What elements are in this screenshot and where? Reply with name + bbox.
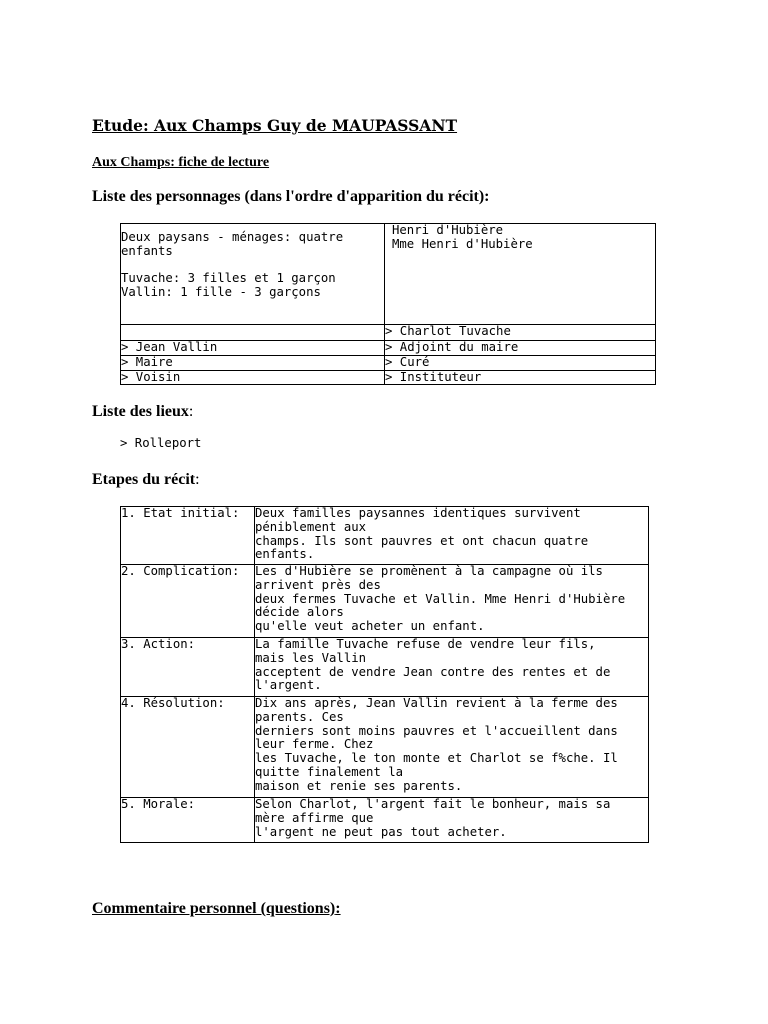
places-heading-text: Liste des lieux — [92, 403, 189, 420]
character-cell — [121, 325, 385, 341]
step-label: 2. Complication: — [121, 565, 255, 638]
comment-heading-text: Commentaire personnel (questions) — [92, 900, 336, 917]
step-label: 1. Etat initial: — [121, 507, 255, 565]
step-text: Deux familles paysannes identiques survivent péniblement aux champs. Ils sont pauvres et ont chacun quatre enfants. — [255, 507, 649, 565]
characters-table — [120, 223, 656, 385]
table-row — [121, 224, 656, 325]
comment-heading-colon: : — [335, 900, 341, 917]
steps-heading-colon: : — [195, 471, 200, 488]
comment-heading — [92, 900, 341, 918]
table-row — [121, 325, 656, 341]
character-cell: > Charlot Tuvache — [385, 325, 656, 341]
table-row — [121, 507, 649, 565]
character-cell: > Instituteur — [385, 370, 656, 385]
families-cell: Deux paysans - ménages: quatre enfants Tuvache: 3 filles et 1 garçon Vallin: 1 fille - 3 garçons — [121, 224, 385, 325]
table-row — [121, 638, 649, 697]
table-row — [121, 370, 656, 385]
hubiere-cell: Henri d'Hubière Mme Henri d'Hubière — [385, 224, 656, 325]
step-label: 4. Résolution: — [121, 697, 255, 798]
places-heading-colon: : — [188, 403, 194, 420]
table-row — [121, 355, 656, 370]
steps-heading-text: Etapes du récit — [92, 471, 196, 488]
step-text: Selon Charlot, l'argent fait le bonheur, mais sa mère affirme que l'argent ne peut pas tout acheter. — [255, 798, 649, 843]
step-text: La famille Tuvache refuse de vendre leur fils, mais les Vallin acceptent de vendre Jean contre des rentes et de l'argent. — [255, 638, 649, 697]
step-text: Dix ans après, Jean Vallin revient à la ferme des parents. Ces derniers sont moins pauvres et l'accueillent dans leur ferme. Chez les Tuvache, le ton monte et Charlot se f%che. Il quitte finalement la maison et renie ses parents. — [255, 697, 649, 798]
character-cell: > Curé — [385, 355, 656, 370]
table-row — [121, 565, 649, 638]
characters-heading: Liste des personnages (dans l'ordre d'apparition du récit): — [92, 188, 490, 205]
step-text: Les d'Hubière se promènent à la campagne où ils arrivent près des deux fermes Tuvache et Vallin. Mme Henri d'Hubière décide alors qu'elle veut acheter un enfant. — [255, 565, 649, 638]
document-subtitle: Aux Champs: fiche de lecture — [92, 155, 270, 170]
step-label: 3. Action: — [121, 638, 255, 697]
table-row — [121, 798, 649, 843]
character-cell: > Jean Vallin — [121, 341, 385, 356]
character-cell: > Voisin — [121, 370, 385, 385]
steps-table — [120, 506, 649, 843]
step-label: 5. Morale: — [121, 798, 255, 843]
document-title: Etude: Aux Champs Guy de MAUPASSANT — [92, 116, 458, 135]
table-row — [121, 341, 656, 356]
character-cell: > Adjoint du maire — [385, 341, 656, 356]
place-item: > Rolleport — [120, 436, 202, 450]
steps-heading — [92, 471, 200, 489]
places-heading — [92, 403, 193, 421]
table-row — [121, 697, 649, 798]
character-cell: > Maire — [121, 355, 385, 370]
